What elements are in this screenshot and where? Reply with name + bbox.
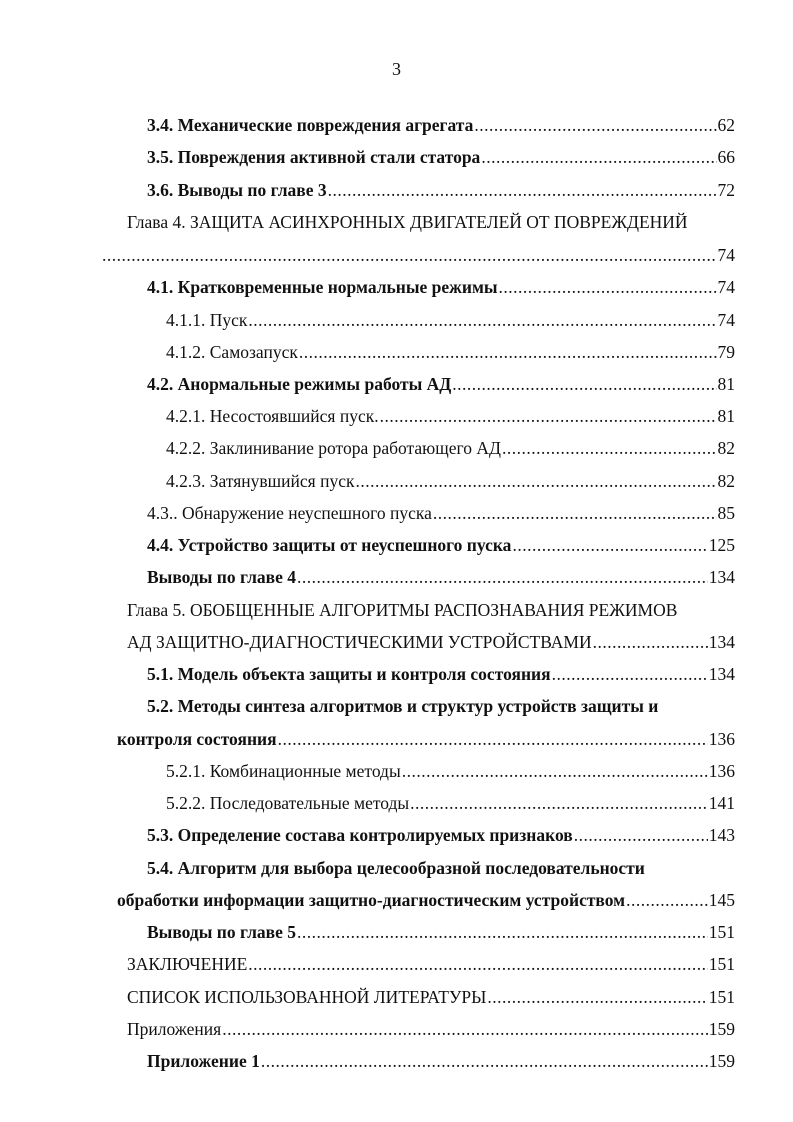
toc-entry-title: обработки информации защитно-диагностическим устройством xyxy=(117,890,626,910)
leader-dots xyxy=(297,566,708,588)
toc-entry-4-1-1[interactable] xyxy=(166,305,735,331)
toc-entry-title: 4.1.1. Пуск xyxy=(166,310,248,330)
toc-entry-page: 134 xyxy=(708,664,735,684)
toc-entry-page: 72 xyxy=(717,180,735,200)
toc-entry-page: 143 xyxy=(708,825,735,845)
toc-entry-4-2-1[interactable] xyxy=(166,401,735,427)
toc-entry-page: 151 xyxy=(708,922,735,942)
toc-entry-page: 134 xyxy=(708,567,735,587)
toc-entry-4-2-3[interactable] xyxy=(166,466,735,492)
toc-entry-5-2-1[interactable] xyxy=(166,756,735,782)
toc-entry-title: контроля состояния xyxy=(117,729,277,749)
toc-entry-title: 3.4. Механические повреждения агрегата xyxy=(147,115,474,135)
toc-chapter-4-title[interactable] xyxy=(127,207,735,233)
toc-entry-title: Приложение 1 xyxy=(147,1051,260,1071)
leader-dots xyxy=(299,341,717,363)
toc-entry-4-1-2[interactable] xyxy=(166,337,735,363)
leader-dots xyxy=(297,921,708,943)
leader-dots xyxy=(248,953,707,975)
toc-entry-title: 4.2.3. Затянувшийся пуск xyxy=(166,471,355,491)
toc-chapter-title: АД ЗАЩИТНО-ДИАГНОСТИЧЕСКИМИ УСТРОЙСТВАМИ xyxy=(127,632,592,652)
toc-chapter-4-leader[interactable] xyxy=(101,240,735,266)
toc-chapter-5-title-cont[interactable] xyxy=(127,627,735,653)
leader-dots xyxy=(452,373,716,395)
toc-entry-4-1[interactable] xyxy=(147,272,735,298)
toc-entry-page: 74 xyxy=(717,277,735,297)
leader-dots xyxy=(278,728,708,750)
toc-entry-page: 145 xyxy=(708,890,735,910)
toc-entry-title: Приложения xyxy=(127,1019,222,1039)
toc-entry-5-4[interactable] xyxy=(147,853,735,879)
toc-entry-page: 151 xyxy=(708,987,735,1007)
toc-entry-title: 5.2. Методы синтеза алгоритмов и структур устройств защиты и xyxy=(147,696,659,716)
leader-dots xyxy=(474,114,716,136)
leader-dots xyxy=(410,792,708,814)
toc-entry-page: 151 xyxy=(708,954,735,974)
toc-entry-4-2[interactable] xyxy=(147,369,735,395)
toc-chapter-5-title[interactable] xyxy=(127,595,735,621)
toc-entry-3-5[interactable] xyxy=(147,142,735,168)
toc-entry-appendices[interactable] xyxy=(127,1014,735,1040)
toc-entry-conclusions-4[interactable] xyxy=(147,562,735,588)
leader-dots xyxy=(328,179,717,201)
leader-dots xyxy=(487,986,707,1008)
toc-entry-3-6[interactable] xyxy=(147,175,735,201)
toc-chapter-title: Глава 4. ЗАЩИТА АСИНХРОННЫХ ДВИГАТЕЛЕЙ ОТ ПОВРЕЖДЕНИЙ xyxy=(127,212,688,232)
leader-dots xyxy=(593,631,708,653)
leader-dots xyxy=(512,534,707,556)
toc-entry-page: 159 xyxy=(708,1051,735,1071)
toc-entry-title: 4.1.2. Самозапуск xyxy=(166,342,298,362)
toc-entry-title: 3.5. Повреждения активной стали статора xyxy=(147,147,481,167)
toc-entry-page: 66 xyxy=(717,147,735,167)
toc-entry-page: 125 xyxy=(708,535,735,555)
toc-entry-title: 3.6. Выводы по главе 3 xyxy=(147,180,327,200)
toc-entry-title: Выводы по главе 4 xyxy=(147,567,296,587)
toc-entry-references[interactable] xyxy=(127,982,735,1008)
toc-entry-page: 81 xyxy=(717,374,735,394)
leader-dots xyxy=(102,244,717,266)
leader-dots xyxy=(355,470,716,492)
toc-entry-4-3[interactable] xyxy=(147,498,735,524)
leader-dots xyxy=(261,1050,708,1072)
toc-entry-title: 4.2.1. Несостоявшийся пуск. xyxy=(166,406,379,426)
toc-entry-title: 4.3.. Обнаружение неуспешного пуска xyxy=(147,503,432,523)
toc-entry-page: 82 xyxy=(717,438,735,458)
toc-entry-page: 74 xyxy=(717,310,735,330)
toc-entry-title: 5.2.2. Последовательные методы xyxy=(166,793,410,813)
toc-entry-page: 141 xyxy=(708,793,735,813)
toc-entry-conclusions-5[interactable] xyxy=(147,917,735,943)
toc-entry-4-2-2[interactable] xyxy=(166,433,735,459)
toc-entry-3-4[interactable] xyxy=(147,110,735,136)
toc-entry-4-4[interactable] xyxy=(147,530,735,556)
toc-entry-page: 159 xyxy=(708,1019,735,1039)
toc-entry-page: 74 xyxy=(717,245,735,265)
toc-entry-title: 5.1. Модель объекта защиты и контроля состояния xyxy=(147,664,551,684)
toc-entry-title: 5.3. Определение состава контролируемых признаков xyxy=(147,825,573,845)
toc-entry-5-4-cont[interactable] xyxy=(117,885,735,911)
toc-chapter-title: Глава 5. ОБОБЩЕННЫЕ АЛГОРИТМЫ РАСПОЗНАВАНИЯ РЕЖИМОВ xyxy=(127,600,678,620)
toc-entry-5-2[interactable] xyxy=(147,691,735,717)
toc-entry-title: 4.2.2. Заклинивание ротора работающего АД xyxy=(166,438,501,458)
toc-entry-5-3[interactable] xyxy=(147,820,735,846)
toc-entry-page: 81 xyxy=(717,406,735,426)
toc-entry-title: 4.2. Анормальные режимы работы АД xyxy=(147,374,452,394)
toc-entry-title: СПИСОК ИСПОЛЬЗОВАННОЙ ЛИТЕРАТУРЫ xyxy=(127,987,487,1007)
toc-entry-title: 5.4. Алгоритм для выбора целесообразной последовательности xyxy=(147,858,645,878)
leader-dots xyxy=(222,1018,708,1040)
toc-entry-5-2-cont[interactable] xyxy=(117,724,735,750)
toc-entry-page: 136 xyxy=(708,761,735,781)
leader-dots xyxy=(499,276,717,298)
toc-entry-page: 62 xyxy=(717,115,735,135)
toc-entry-page: 134 xyxy=(708,632,735,652)
toc-entry-5-2-2[interactable] xyxy=(166,788,735,814)
leader-dots xyxy=(481,146,716,168)
toc-entry-title: 4.4. Устройство защиты от неуспешного пуска xyxy=(147,535,512,555)
leader-dots xyxy=(433,502,717,524)
leader-dots xyxy=(552,663,708,685)
toc-entry-appendix-1[interactable] xyxy=(147,1046,735,1072)
toc-entry-page: 79 xyxy=(717,342,735,362)
leader-dots xyxy=(502,437,717,459)
page-number: 3 xyxy=(392,59,401,79)
toc-entry-page: 82 xyxy=(717,471,735,491)
toc-entry-title: 5.2.1. Комбинационные методы xyxy=(166,761,401,781)
toc-entry-page: 136 xyxy=(708,729,735,749)
leader-dots xyxy=(626,889,708,911)
toc-entry-page: 85 xyxy=(717,503,735,523)
toc-entry-conclusion[interactable] xyxy=(127,949,735,975)
leader-dots xyxy=(248,309,716,331)
leader-dots xyxy=(574,824,708,846)
toc-entry-title: Выводы по главе 5 xyxy=(147,922,296,942)
toc-entry-5-1[interactable] xyxy=(147,659,735,685)
toc-entry-title: ЗАКЛЮЧЕНИЕ xyxy=(127,954,248,974)
toc-entry-title: 4.1. Кратковременные нормальные режимы xyxy=(147,277,498,297)
leader-dots xyxy=(380,405,717,427)
leader-dots xyxy=(402,760,708,782)
